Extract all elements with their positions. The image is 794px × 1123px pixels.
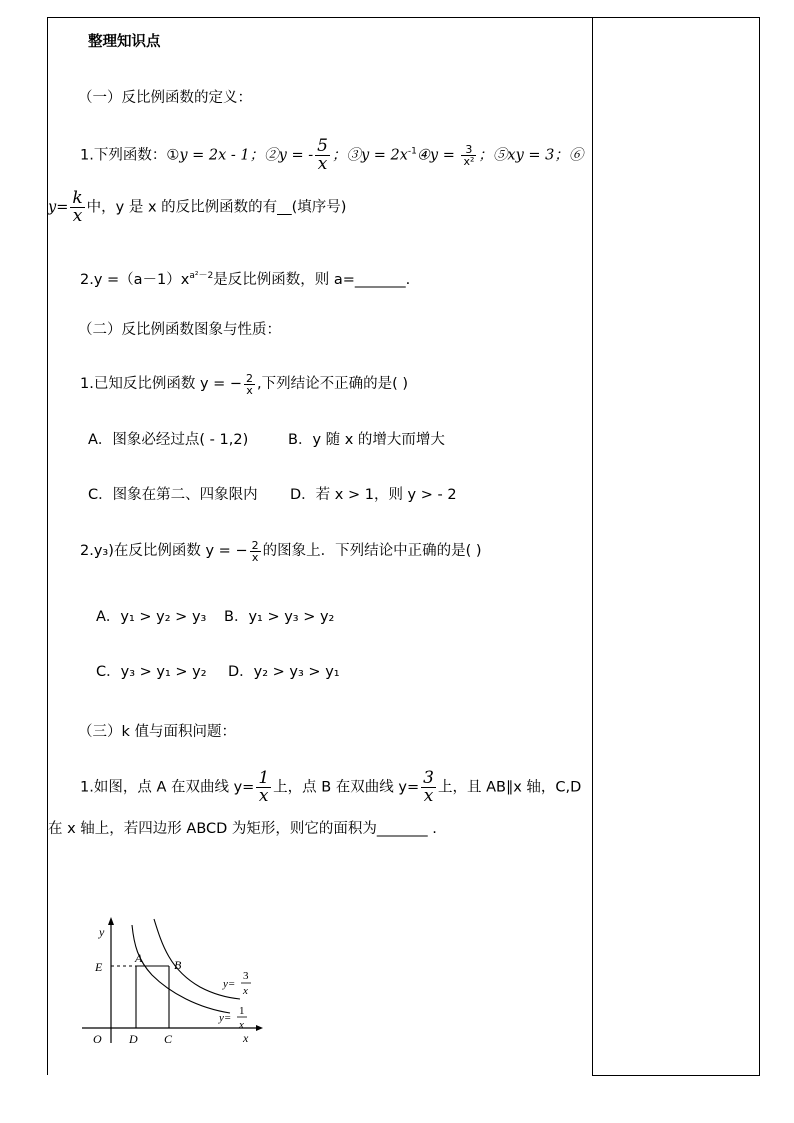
y-axis-arrow [108,917,114,925]
label-y-axis: y [99,925,105,939]
s2-q2-option-b: B．y₁ > y₃ > y₂ [224,609,335,625]
label-curve1-num: 1 [239,1005,245,1017]
s3-q1-frac1 [256,770,271,805]
label-d: D [129,1032,138,1046]
s1-q1-f2: y = - [278,147,314,164]
s2-q2-option-a: A．y₁ > y₂ > y₃ [96,609,207,625]
s1-q1-f6-frac [70,190,84,225]
s2-q2-suffix: 的图象上．下列结论中正确的是( ) [262,543,482,559]
frac-den: x [251,550,259,564]
s3-q1-p1: 1.如图，点 A 在双曲线 y= [80,779,255,796]
s2-q2-option-d: D．y₂ > y₃ > y₁ [228,664,340,680]
label-curve1-den: x [239,1019,244,1031]
label-a: A [135,951,143,965]
frac-den: x [246,383,253,397]
s1-q1-line1 [80,138,583,172]
s3-q1-p3: 上，且 AB∥x 轴，C,D [437,779,582,796]
label-e: E [95,960,103,974]
s2-q2-prefix: 2.y₃)在反比例函数 y = − [80,543,248,559]
label-curve1-prefix: y= [219,1012,232,1024]
s2-q2-frac [250,540,261,563]
s1-q1-line2-post: 中，y 是 x 的反比例函数的有__(填序号) [86,199,347,216]
s3-q1-line1 [80,770,581,808]
s1-q1-f2-frac [315,138,330,173]
s1-q1-line2-pre: y= [48,199,69,216]
s2-q1-option-c: C．图象在第二、四象限内 [88,487,258,503]
frac-den: x [317,154,328,174]
frac-num: 1 [258,768,270,788]
s2-q2-option-c: C．y₃ > y₁ > y₂ [96,664,207,680]
s3-q1-line2: 在 x 轴上，若四边形 ABCD 为矩形，则它的面积为_______ . [48,821,437,837]
s2-q1-option-b: B．y 随 x 的增大而增大 [288,432,445,448]
frac-num: 3 [423,768,434,788]
s2-q2 [80,536,482,570]
label-curve3-prefix: y= [223,978,236,990]
s1-q2 [80,266,410,290]
s3-q1-frac2 [421,770,436,805]
s2-q1-option-a: A．图象必经过点( - 1,2) [88,432,249,448]
label-curve3-den: x [243,985,248,997]
frac-den: x² [463,155,475,168]
frac-den: x [72,206,83,226]
hyperbola-figure [80,915,270,1050]
frac-num: 2 [251,538,259,552]
s2-q1-suffix: ,下列结论不正确的是( ) [257,376,409,392]
label-c: C [164,1032,173,1046]
frac-num: k [72,188,83,208]
s1-q1-line2 [48,190,346,226]
page-title: 整理知识点 [88,34,161,50]
s2-q1-prefix: 1.已知反比例函数 y = − [80,376,243,392]
frac-num: 2 [246,371,254,385]
section-1-heading: （一）反比例函数的定义： [78,90,252,106]
s1-q1-f1: y = 2x - 1；② [179,147,279,164]
x-axis-arrow [256,1025,263,1031]
s1-q1-f3: ；③y = 2x [331,147,408,164]
s1-q1-f4: ④y = [416,147,460,164]
label-x-axis: x [243,1031,249,1045]
s1-q2-suffix: 是反比例函数，则 a=_______. [213,271,411,288]
section-2-heading: （二）反比例函数图象与性质： [78,322,281,338]
label-o: O [93,1032,102,1046]
s1-q1-prefix: 1.下列函数：① [80,147,180,164]
s3-q1-p2: 上，点 B 在双曲线 y= [273,779,420,796]
side-column-cell [592,17,760,1076]
label-curve3-num: 3 [243,970,249,982]
page-frame-left [47,17,48,1075]
s1-q2-exp: a²－2 [189,271,214,281]
frac-den: x [423,786,434,806]
s2-q1-frac [244,373,255,396]
s1-q2-prefix: 2.y =（a－1）x [80,271,190,288]
s2-q1-option-d: D．若 x > 1，则 y > - 2 [290,487,457,503]
label-b: B [174,958,182,972]
s1-q1-f5: ；⑤xy = 3；⑥ [478,147,584,164]
section-3-heading: （三）k 值与面积问题： [78,724,237,740]
frac-num: 5 [317,136,328,156]
s1-q1-f3-exp: -1 [407,146,417,157]
s1-q1-f4-frac [461,144,476,167]
s2-q1 [80,370,408,402]
frac-num: 3 [461,144,476,156]
frac-den: x [258,786,269,806]
